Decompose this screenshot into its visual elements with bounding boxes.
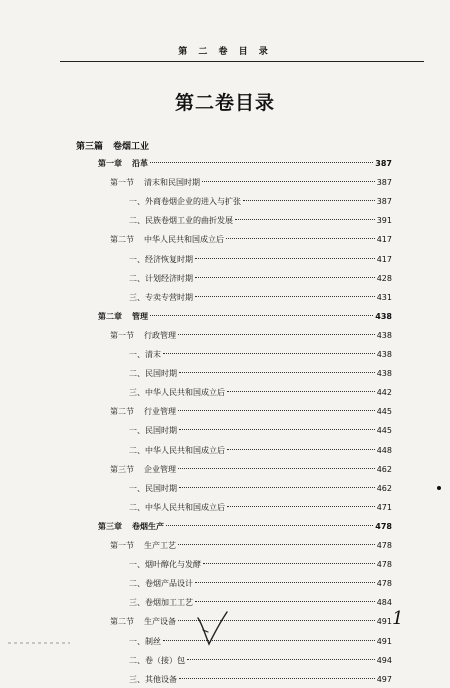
toc-entry-page: 442 [376,388,392,398]
toc-entry-page: 478 [376,541,392,550]
toc-entry [129,595,392,611]
toc-entry-title: 三、卷烟加工工艺 [129,598,193,608]
part-number: 第三篇 [76,142,104,152]
dot-leader [163,640,375,641]
toc-entry-page: 438 [376,369,392,379]
page-title: 第二卷目录 [174,92,275,114]
toc-entry [110,328,392,344]
toc-entry [98,156,392,172]
toc-entry-page: 497 [376,674,392,684]
running-header: 第 二 卷 目 录 [178,47,272,57]
toc-entry [129,271,392,287]
toc-entry-title: 生产工艺 [144,541,176,550]
toc-entry-page: 391 [376,216,392,226]
dot-leader [150,315,373,316]
toc-entry-title: 一、民国时期 [129,426,177,436]
toc-entry-number: 第二节 [110,235,134,245]
toc-entry-title: 三、中华人民共和国成立后 [129,388,225,398]
toc-entry [110,614,392,630]
toc-entry [129,500,392,516]
toc-entry-page: 417 [376,254,392,264]
toc-entry-title: 二、民族卷烟工业的曲折发展 [129,216,233,226]
toc-entry-page: 445 [376,426,392,436]
part-title: 卷烟工业 [113,142,150,152]
toc-entry-page: 428 [376,273,392,283]
toc-entry-title: 二、卷（接）包 [129,655,185,665]
toc-entry [129,557,392,573]
toc-entry [129,443,392,459]
toc-entry-page: 462 [376,483,392,493]
toc-entry-number: 第一章 [98,159,122,168]
toc-entry-number: 第三节 [110,464,134,474]
toc-entry-page: 494 [376,655,392,665]
toc-entry-title: 一、制丝 [129,636,161,646]
dot-leader [235,219,375,220]
toc-entry-title: 一、外商卷烟企业的进入与扩张 [129,197,241,207]
dot-leader [178,410,375,411]
toc-entry [129,653,392,669]
toc-entry-page: 438 [376,350,392,359]
toc-entry [129,194,392,210]
dot-leader [163,353,375,354]
dot-leader [195,296,375,297]
toc-entry-title: 管理 [132,311,148,321]
toc-entry-title: 行政管理 [144,330,176,340]
toc-entry [129,290,392,306]
toc-entry [129,366,392,382]
toc-entry [110,175,392,191]
dot-leader [150,162,373,163]
toc-entry-number: 第二章 [98,311,122,321]
toc-entry-title: 卷烟生产 [132,521,164,531]
page-number: 1 [392,608,404,629]
toc-entry-title: 三、专卖专营时期 [129,292,193,302]
toc-entry [110,462,392,478]
toc-entry-number: 第二节 [110,407,134,417]
dot-leader [179,372,375,373]
toc-entry-title: 行业管理 [144,407,176,417]
toc-entry-title: 中华人民共和国成立后 [144,235,224,245]
toc-entry-page: 417 [376,235,392,245]
toc-entry [129,634,392,650]
toc-entry [129,481,392,497]
toc-entry-page: 478 [376,579,392,589]
handwritten-check-mark [196,610,230,648]
dot-leader [187,659,375,660]
dot-leader [178,544,375,545]
toc-entry [110,404,392,420]
toc-entry-title: 二、中华人民共和国成立后 [129,502,225,512]
toc-entry-page: 462 [376,464,392,474]
dot-leader [202,181,375,182]
dot-leader [195,277,375,278]
margin-dot [437,486,441,490]
toc-entry [129,252,392,268]
toc-entry [110,538,392,554]
dot-leader [179,429,375,430]
dot-leader [227,391,375,392]
toc-entry-page: 445 [376,407,392,417]
toc-entry-page: 438 [375,311,392,321]
dot-leader [227,449,375,450]
dot-leader [178,334,375,335]
toc-entry [129,576,392,592]
toc-entry-page: 491 [376,636,392,646]
dot-leader [178,468,375,469]
toc-entry-page: 438 [376,330,392,340]
toc-entry-number: 第三章 [98,521,122,531]
toc-entry [129,423,392,439]
toc-entry-title: 清末和民国时期 [144,178,200,188]
toc-entry-title: 一、烟叶醇化与发酵 [129,560,201,570]
toc-entry-title: 一、民国时期 [129,483,177,493]
toc-entry-page: 387 [376,197,392,207]
toc-entry-page: 478 [375,521,392,531]
toc-entry [129,347,392,363]
toc-entry-title: 二、中华人民共和国成立后 [129,445,225,455]
toc-entry-title: 三、其他设备 [129,674,177,684]
toc-entry-page: 387 [376,178,392,188]
toc-entry-title: 二、计划经济时期 [129,273,193,283]
toc-entry-title: 二、民国时期 [129,369,177,379]
toc-entry-number: 第一节 [110,330,134,340]
toc-entry-title: 企业管理 [144,464,176,474]
dot-leader [179,678,375,679]
toc-entry [98,519,392,535]
dot-leader [226,238,375,239]
dot-leader [195,258,375,259]
scan-artifact [0,640,80,646]
toc-entry-number: 第二节 [110,617,134,627]
dot-leader [195,582,375,583]
dot-leader [203,563,375,564]
toc-entry-title: 沿革 [132,159,148,168]
toc-entry-title: 二、卷烟产品设计 [129,579,193,589]
toc-entry [129,213,392,229]
toc-entry-title: 一、清末 [129,350,161,359]
toc-entry-page: 478 [376,560,392,570]
toc-entry-page: 484 [376,598,392,608]
toc-entry-number: 第一节 [110,178,134,188]
dot-leader [243,200,375,201]
toc-entry [110,232,392,248]
toc-entry-title: 一、经济恢复时期 [129,254,193,264]
toc-entry-page: 431 [376,292,392,302]
toc-entry [129,672,392,688]
toc-entry [129,385,392,401]
toc-entry-title: 生产设备 [144,617,176,627]
dot-leader [166,525,373,526]
toc-entry-page: 387 [375,159,392,168]
toc-entry-page: 448 [376,445,392,455]
toc-entry-page: 471 [376,502,392,512]
dot-leader [195,601,375,602]
toc-entry [98,309,392,325]
dot-leader [179,487,375,488]
dot-leader [227,506,375,507]
toc-entry-page: 491 [376,617,392,627]
toc-entry-number: 第一节 [110,541,134,550]
